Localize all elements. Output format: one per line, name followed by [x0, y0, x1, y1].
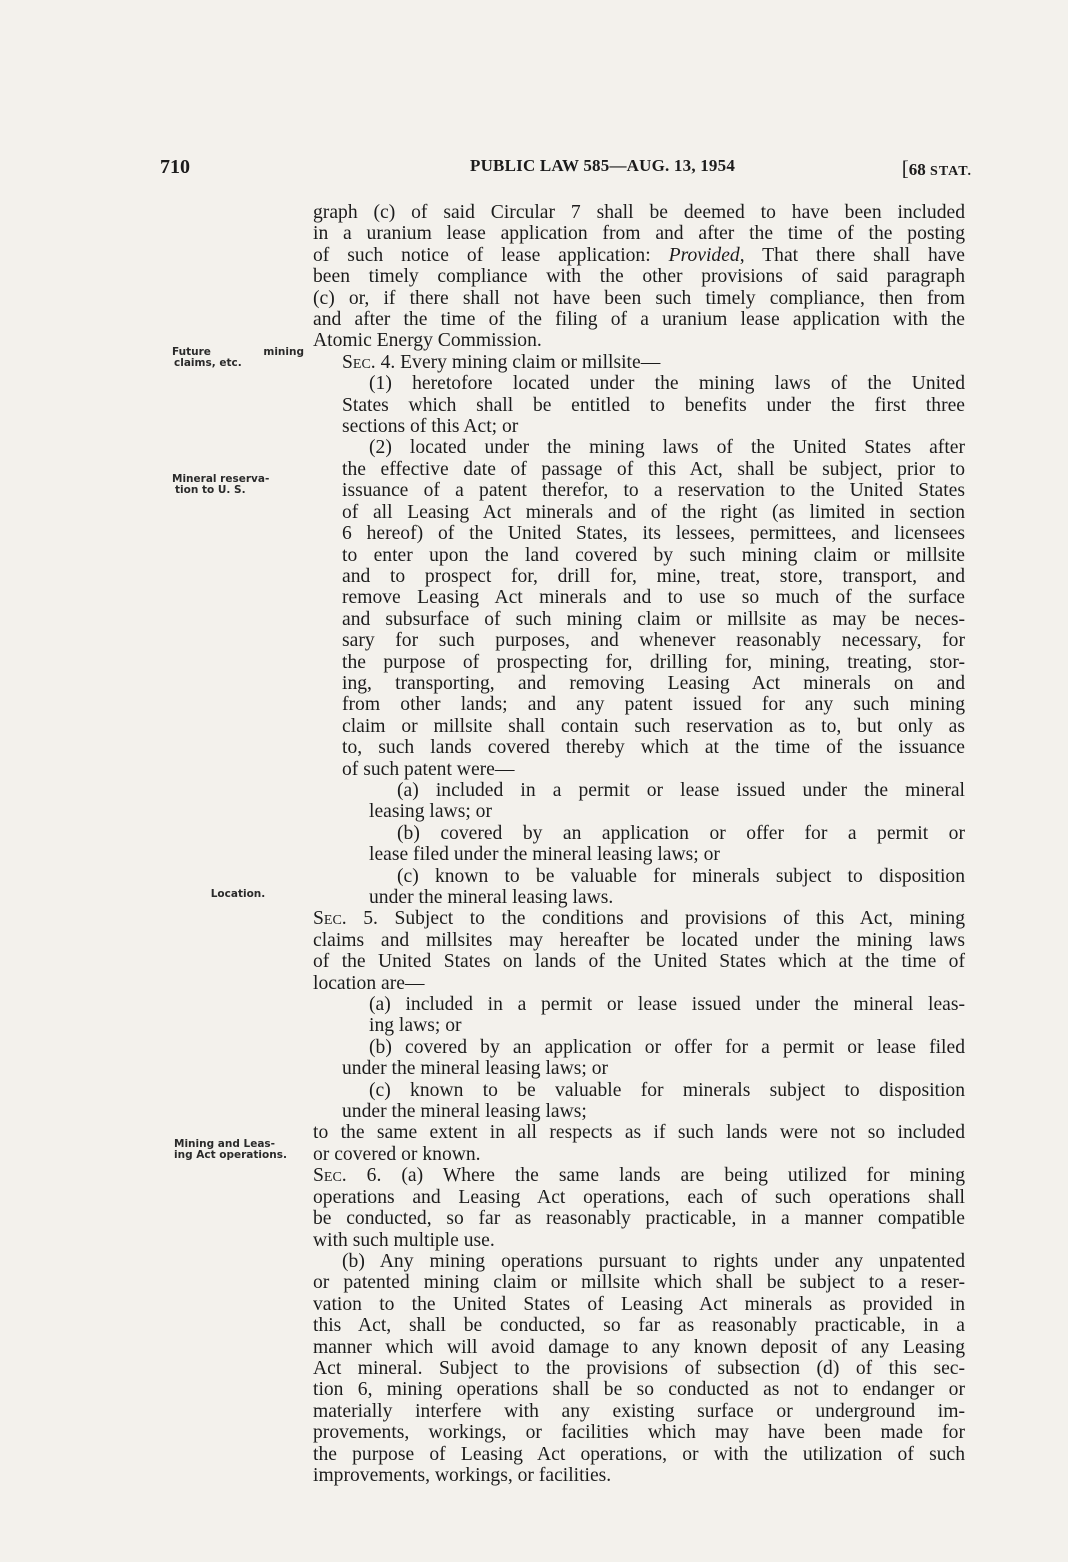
- margin-note-mining-leasing-operations: [172, 1139, 304, 1161]
- text-line: vation to the United States of Leasing Act minerals as provided in: [313, 1293, 965, 1315]
- text-line: under the mineral leasing laws;: [342, 1101, 587, 1123]
- text-line: [313, 245, 965, 266]
- text-line: from other lands; and any patent issued for any such mining: [342, 694, 965, 716]
- citation-bracket: [: [901, 156, 909, 180]
- text-line: ing, transporting, and removing Leasing Act minerals on and: [342, 672, 965, 694]
- text-line: to enter upon the land covered by such mining claim or millsite: [342, 544, 965, 566]
- text-line: States which shall be entitled to benefits under the first three: [342, 394, 965, 416]
- text-line: sections of this Act; or: [342, 416, 519, 438]
- section-label: Sec.: [313, 908, 347, 930]
- text-line: with such multiple use.: [313, 1229, 495, 1251]
- page-number: 710: [160, 156, 190, 178]
- text-line: provements, workings, or facilities which may have been made for: [313, 1422, 965, 1444]
- text-line: (c) or, if there shall not have been such timely compliance, then from: [313, 287, 965, 309]
- margin-note-line: Mineral reserva-: [172, 473, 270, 485]
- text-segment: 6. (a) Where the same lands are being utilized for mining: [346, 1165, 965, 1187]
- section-label: Sec.: [313, 1165, 347, 1187]
- text-line: materially interfere with any existing surface or underground im-: [313, 1400, 965, 1422]
- body-text: [313, 202, 965, 1486]
- text-line: the purpose of prospecting for, drilling for, mining, treating, stor-: [342, 651, 965, 673]
- text-segment: , That there shall have: [739, 244, 965, 266]
- text-segment: of such notice of lease application:: [313, 244, 651, 266]
- text-line: graph (c) of said Circular 7 shall be deemed to have been included: [313, 202, 965, 223]
- text-line: (c) known to be valuable for minerals subject to disposition: [397, 865, 965, 887]
- text-line: the purpose of Leasing Act operations, or with the utilization of such: [313, 1443, 965, 1465]
- text-line: claims and millsites may hereafter be located under the mining laws: [313, 929, 965, 951]
- text-line: improvements, workings, or facilities.: [313, 1464, 612, 1486]
- running-header: [160, 156, 972, 180]
- text-line: (1) heretofore located under the mining laws of the United: [369, 373, 965, 395]
- margin-note-line: Mining and Leas-: [174, 1138, 276, 1150]
- text-line: operations and Leasing Act operations, each of such operations shall: [313, 1186, 965, 1208]
- law-title: PUBLIC LAW 585—AUG. 13, 1954: [470, 156, 736, 175]
- text-line: (c) known to be valuable for minerals subject to disposition: [369, 1079, 965, 1101]
- text-line: (2) located under the mining laws of the United States after: [369, 437, 965, 459]
- text-line: Act mineral. Subject to the provisions of subsection (d) of this sec-: [313, 1357, 965, 1379]
- text-line: (b) covered by an application or offer for a permit or lease filed: [369, 1036, 965, 1058]
- text-line: and to prospect for, drill for, mine, treat, store, transport, and: [342, 565, 965, 587]
- text-line: under the mineral leasing laws.: [369, 887, 614, 908]
- text-line: under the mineral leasing laws; or: [342, 1058, 609, 1080]
- text-line: be conducted, so far as reasonably practicable, in a manner compatible: [313, 1208, 965, 1230]
- text-line: (a) included in a permit or lease issued under the mineral leas-: [369, 994, 965, 1016]
- text-line: leasing laws; or: [369, 801, 492, 823]
- text-line: and after the time of the filing of a uranium lease application with the: [313, 309, 965, 331]
- text-line: to, such lands covered thereby which at the time of the issuance: [342, 737, 965, 759]
- text-line: manner which will avoid damage to any known deposit of any Leasing: [313, 1336, 965, 1358]
- margin-note-location: [172, 889, 304, 900]
- text-line: (b) Any mining operations pursuant to rights under any unpatented: [342, 1250, 965, 1272]
- text-line: of the United States on lands of the United States which at the time of: [313, 951, 965, 973]
- text-line: lease filed under the mineral leasing laws; or: [369, 844, 720, 866]
- margin-note-line: Future mining: [172, 346, 304, 358]
- citation-volume: 68: [908, 160, 926, 179]
- section-label: Sec.: [342, 351, 376, 373]
- margin-note-future-mining: [172, 347, 304, 369]
- text-line: ing laws; or: [369, 1015, 462, 1037]
- margin-note-line: ing Act operations.: [174, 1149, 287, 1161]
- text-line: the effective date of passage of this Act, shall be subject, prior to: [342, 458, 965, 480]
- section-4-heading: [313, 352, 965, 373]
- margin-note-mineral-reservation: [172, 474, 304, 496]
- text-line: tion 6, mining operations shall be so conducted as not to endanger or: [313, 1379, 965, 1401]
- text-line: sary for such purposes, and whenever reasonably necessary, for: [342, 630, 965, 652]
- text-line: 6 hereof) of the United States, its lessees, permittees, and licensees: [342, 523, 965, 545]
- text-line: this Act, shall be conducted, so far as reasonably practicable, in a: [313, 1315, 965, 1337]
- margin-note-line: Location.: [210, 888, 266, 900]
- section-6-heading: [313, 1165, 965, 1186]
- text-line: location are—: [313, 972, 425, 994]
- text-line: or patented mining claim or millsite which shall be subject to a reser-: [313, 1272, 965, 1294]
- section-5-heading: [313, 908, 965, 929]
- text-line: of all Leasing Act minerals and of the right (as limited in section: [342, 501, 965, 523]
- text-line: of such patent were—: [342, 758, 515, 780]
- statute-citation: [902, 156, 972, 181]
- margin-note-line: claims, etc.: [174, 357, 242, 369]
- text-line: been timely compliance with the other provisions of said paragraph: [313, 266, 965, 288]
- text-segment: 4. Every mining claim or millsite—: [375, 351, 661, 373]
- text-line: or covered or known.: [313, 1143, 481, 1165]
- text-line: to the same extent in all respects as if such lands were not so included: [313, 1122, 965, 1144]
- citation-stat: STAT.: [930, 164, 972, 179]
- text-line: in a uranium lease application from and after the time of the posting: [313, 223, 965, 245]
- text-line: (a) included in a permit or lease issued under the mineral: [397, 779, 965, 801]
- text-segment: 5. Subject to the conditions and provisions of this Act, mining: [346, 908, 965, 930]
- text-line: Atomic Energy Commission.: [313, 330, 542, 352]
- text-line: claim or millsite shall contain such reservation as to, but only as: [342, 715, 965, 737]
- text-line: issuance of a patent therefor, to a reservation to the United States: [342, 480, 965, 502]
- text-line: and subsurface of such mining claim or millsite as may be neces-: [342, 608, 965, 630]
- text-line: remove Leasing Act minerals and to use so much of the surface: [342, 587, 965, 609]
- margin-note-line: tion to U. S.: [175, 484, 246, 496]
- proviso-word: Provided: [668, 244, 740, 266]
- text-line: (b) covered by an application or offer for a permit or: [397, 822, 965, 844]
